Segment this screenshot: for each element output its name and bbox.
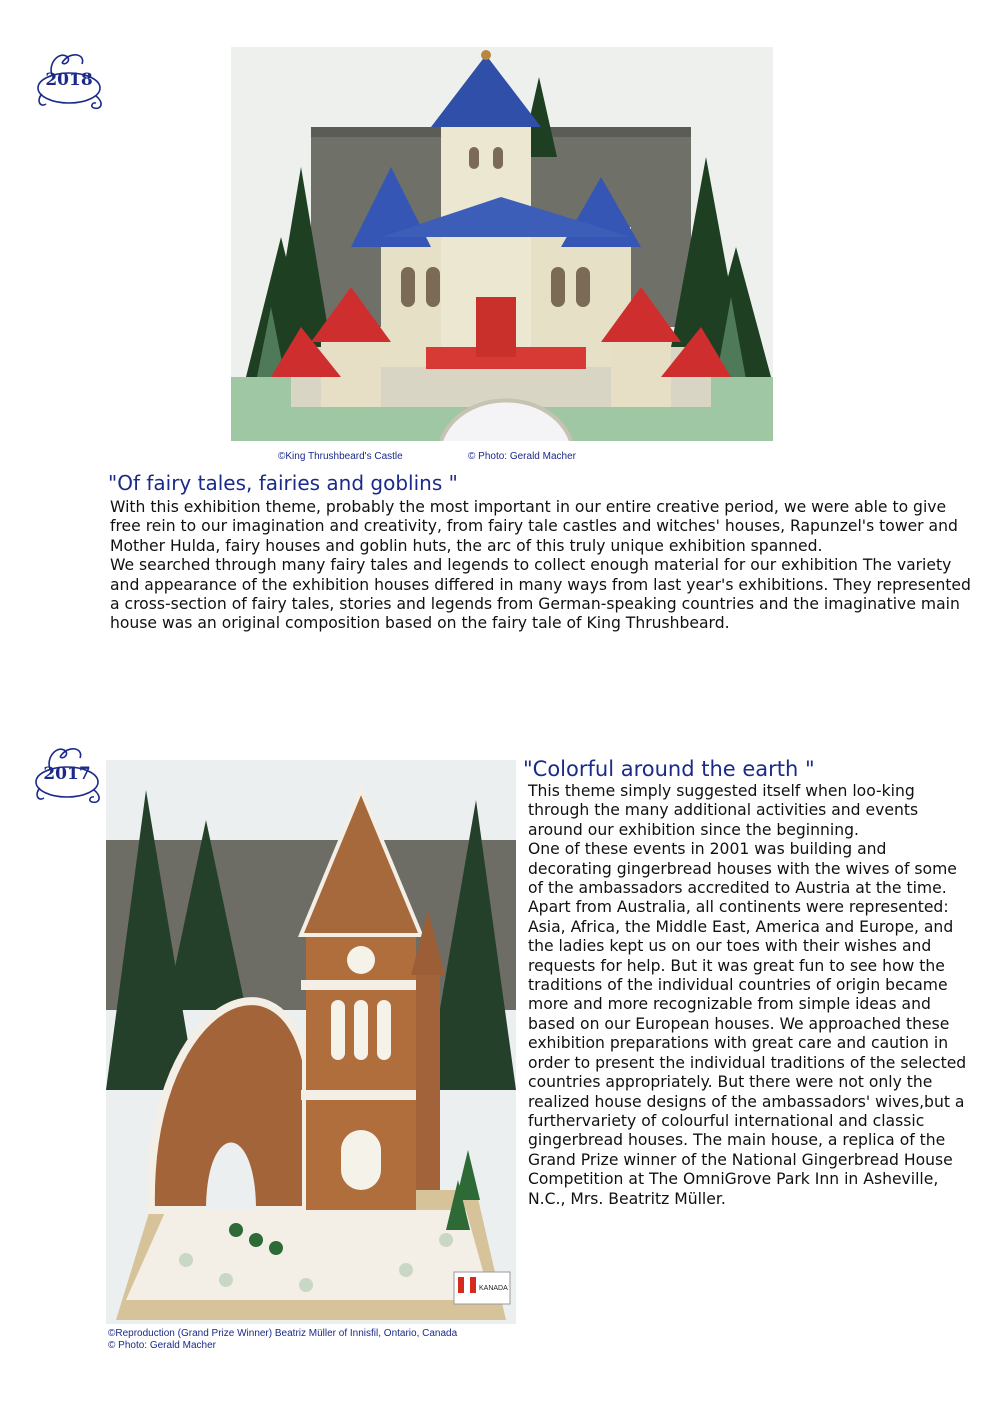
- castle-photo: [231, 47, 773, 441]
- flag-label: KANADA: [479, 1285, 508, 1292]
- castle-caption-title: ©King Thrushbeard's Castle: [278, 451, 403, 462]
- gingerbread-caption-photo: © Photo: Gerald Macher: [108, 1340, 216, 1351]
- year-badge-2017: [30, 738, 106, 808]
- year-label: 2018: [45, 70, 93, 90]
- section-2018-heading: "Of fairy tales, fairies and goblins ": [108, 471, 458, 495]
- castle-caption-photo: © Photo: Gerald Macher: [468, 451, 576, 462]
- body-paragraph: This theme simply suggested itself when loo-king through the many additional activities and events around our exhibition since the beginning.: [528, 782, 919, 839]
- gingerbread-house-photo: [106, 760, 516, 1324]
- body-paragraph: We searched through many fairy tales and legends to collect enough material for our exhibition The variety and appearance of the exhibition houses differed in many ways from last year's exhibitions. They represented a cross-section of fairy tales, stories and legends from German-speaking countries and the imaginative main house was an original composition based on the fairy tale of King Thrushbeard.: [110, 556, 971, 633]
- gingerbread-caption-title: ©Reproduction (Grand Prize Winner) Beatriz Müller of Innisfil, Ontario, Canada: [108, 1328, 458, 1339]
- section-2017-heading: "Colorful around the earth ": [523, 757, 815, 781]
- year-label: 2017: [43, 764, 91, 784]
- body-paragraph: Apart from Australia, all continents were represented: Asia, Africa, the Middle East, America and Europe, and the ladies kept us on our toes with their wishes and requests for help. But it was great fun to see how the traditions of the individual countries of origin became more and more recognizable from simple ideas and based on our European houses. We approached these exhibition preparations with great care and caution in order to present the individual traditions of the selected countries appropriately. But there were not only the realized house designs of the ambassadors' wives,but a furthervariety of colourful international and classic gingerbread houses. The main house, a replica of the Grand Prize winner of the National Gingerbread House Competition at The OmniGrove Park Inn in Asheville, N.C., Mrs. Beatritz Müller.: [528, 898, 967, 1208]
- body-paragraph: One of these events in 2001 was building and decorating gingerbread houses with the wives of some of the ambassadors accredited to Austria at the time.: [528, 840, 957, 898]
- section-2017-body: [528, 782, 974, 1209]
- year-badge-2018: [32, 44, 108, 114]
- body-paragraph: With this exhibition theme, probably the most important in our entire creative period, we were able to give free rein to our imagination and creativity, from fairy tale castles and witches' houses, Rapunzel's tower and Mother Hulda, fairy houses and goblin huts, the arc of this truly unique exhibition spanned.: [110, 498, 958, 555]
- section-2018-body: [110, 498, 972, 634]
